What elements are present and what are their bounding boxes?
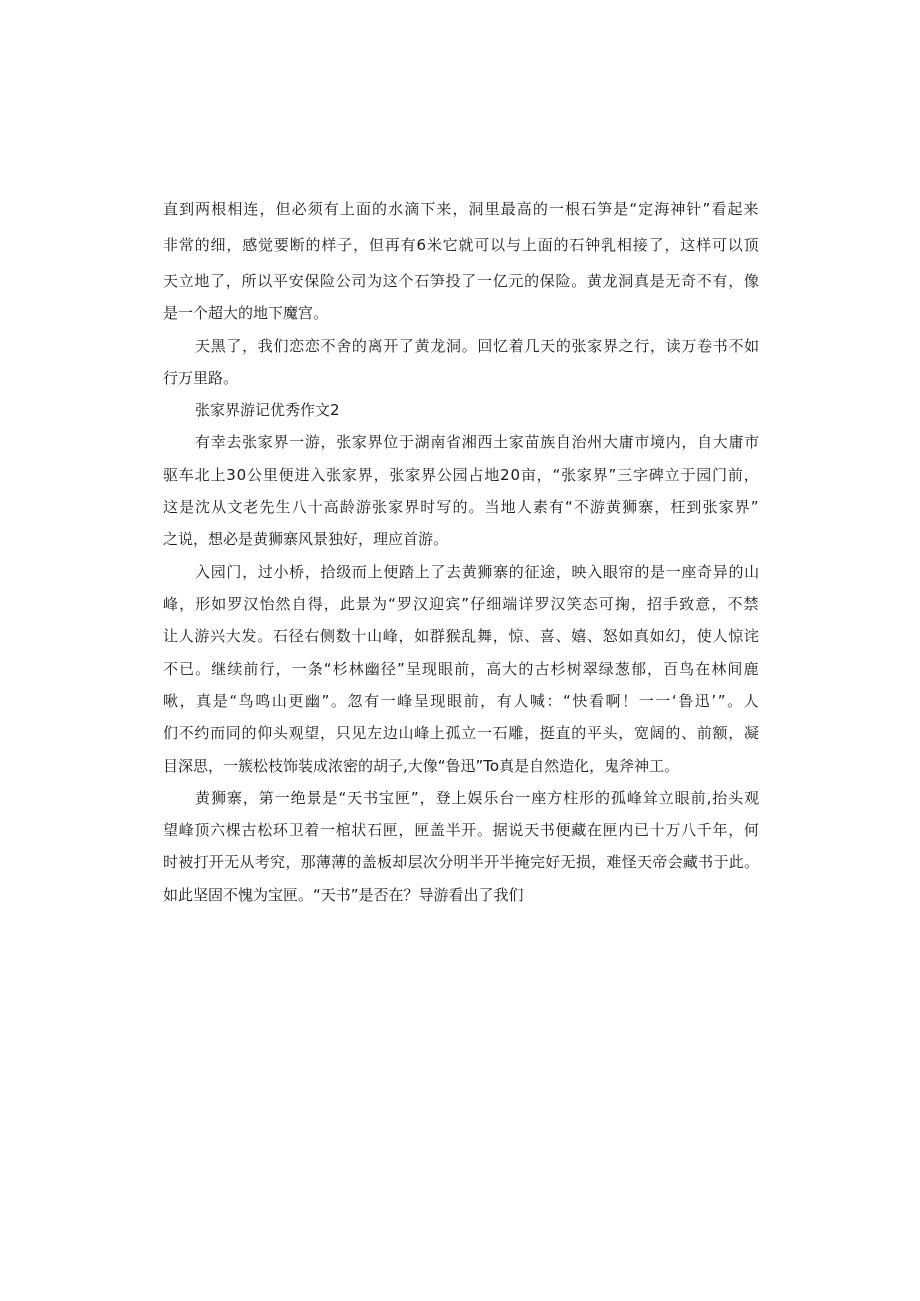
paragraph-line: 目深思，一簇松枝饰装成浓密的胡子,大像“鲁迅”To真是自然造化，鬼斧神工。	[163, 757, 680, 775]
paragraph-line: 啾，真是“鸟鸣山更幽”。忽有一峰呈现眼前，有人喊：“快看啊！一一‘鲁迅’”。人	[163, 692, 761, 710]
paragraph-first-line: 张家界游记优秀作文2	[195, 401, 340, 419]
paragraph-line: 峰，形如罗汉怡然自得，此景为“罗汉迎宾”仔细端详罗汉笑态可掬，招手致意，不禁	[163, 595, 760, 613]
paragraph-line: 如此坚固不愧为宝匣。“天书”是否在？导游看出了我们	[163, 886, 524, 904]
paragraph-line: 行万里路。	[163, 369, 239, 387]
paragraph-line: 这是沈从文老先生八十高龄游张家界时写的。当地人素有“不游黄狮寨，枉到张家界”	[163, 498, 760, 516]
paragraph-first-line: 有幸去张家界一游，张家界位于湖南省湘西土家苗族自治州大庸市境内，自大庸市	[195, 433, 760, 451]
paragraph-line: 望峰顶六棵古松环卫着一棺状石匣，匣盖半开。据说天书便藏在匣内已十万八千年，何	[163, 821, 760, 839]
paragraph-line: 是一个超大的地下魔宫。	[163, 304, 329, 322]
document-body	[163, 196, 763, 916]
paragraph-line: 天立地了，所以平安保险公司为这个石笋投了一亿元的保险。黄龙洞真是无奇不有，像	[163, 272, 760, 290]
paragraph-first-line: 入园门，过小桥，拾级而上便踏上了去黄狮寨的征途，映入眼帘的是一座奇异的山	[195, 563, 760, 581]
paragraph-first-line: 天黑了，我们恋恋不舍的离开了黄龙洞。回忆着几天的张家界之行，读万卷书不如	[195, 337, 760, 355]
paragraph-line: 们不约而同的仰头观望，只见左边山峰上孤立一石雕，挺直的平头，宽阔的、前额，凝	[163, 724, 760, 742]
paragraph-line: 驱车北上30公里便进入张家界，张家界公园占地20亩，“张家界”三字碑立于园门前，	[163, 466, 760, 484]
paragraph-line: 之说，想必是黄狮寨风景独好，理应首游。	[163, 530, 449, 548]
paragraph-line: 非常的细，感觉要断的样子，但再有6米它就可以与上面的石钟乳相接了，这样可以顶	[163, 236, 760, 254]
paragraph-line: 让人游兴大发。石径右侧数十山峰，如群猴乱舞，惊、喜、嬉、怒如真如幻，使人惊诧	[163, 627, 760, 645]
paragraph-line: 直到两根相连，但必须有上面的水滴下来，洞里最高的一根石笋是“定海神针”看起来	[163, 200, 760, 218]
paragraph-line: 时被打开无从考究，那薄薄的盖板却层次分明半开半掩完好无损，难怪天帝会藏书于此。	[163, 853, 760, 871]
paragraph-line: 不已。继续前行，一条“杉林幽径”呈现眼前，高大的古杉树翠绿葱郁，百鸟在林间鹿	[163, 660, 760, 678]
paragraph-first-line: 黄狮寨，第一绝景是“天书宝匣”，登上娱乐台一座方柱形的孤峰耸立眼前,抬头观	[195, 789, 761, 807]
